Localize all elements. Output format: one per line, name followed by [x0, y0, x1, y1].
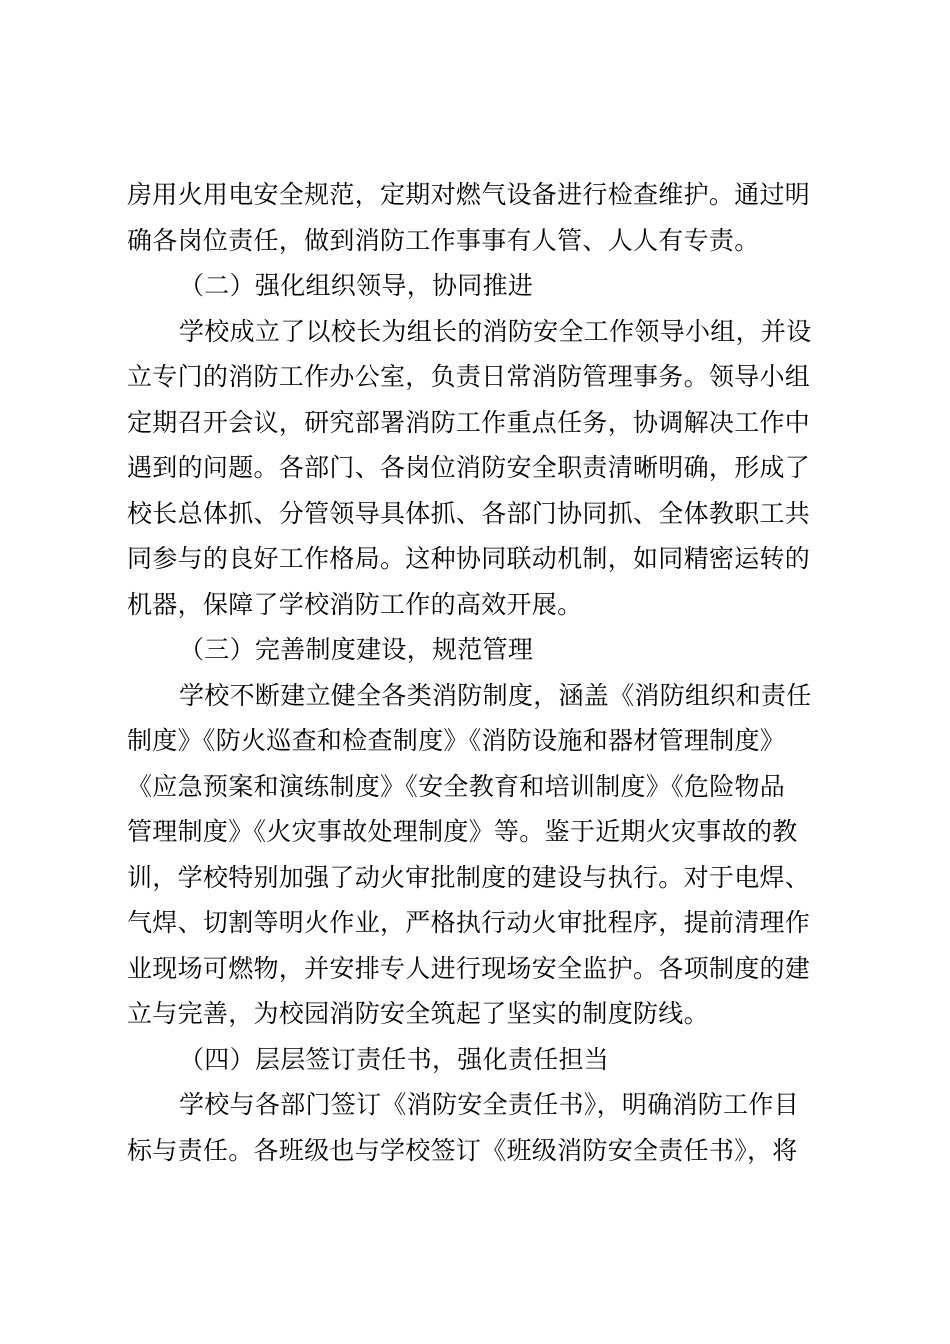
- text-line: 机器，保障了学校消防工作的高效开展。: [127, 589, 583, 619]
- text-line: 定期召开会议，研究部署消防工作重点任务，协调解决工作中: [127, 407, 811, 437]
- text-line: 管理制度》《火灾事故处理制度》等。鉴于近期火灾事故的教: [127, 817, 798, 846]
- text-line: 立专门的消防工作办公室，负责日常消防管理事务。领导小组: [127, 362, 811, 391]
- text-line: 气焊、切割等明火作业，严格执行动火审批程序，提前清理作: [127, 908, 811, 937]
- text-line: 《应急预案和演练制度》《安全教育和培训制度》《危险物品: [127, 771, 786, 801]
- section-heading: （三）完善制度建设，规范管理: [179, 635, 534, 664]
- text-line: 业现场可燃物，并安排专人进行现场安全监护。各项制度的建: [127, 953, 811, 983]
- text-line: 遇到的问题。各部门、各岗位消防安全职责清晰明确，形成了: [127, 453, 811, 482]
- text-line: 房用火用电安全规范，定期对燃气设备进行检查维护。通过明: [127, 180, 811, 209]
- section-heading: （四）层层签订责任书，强化责任担当: [179, 1044, 610, 1074]
- text-line: 制度》《防火巡查和检查制度》《消防设施和器材管理制度》: [127, 726, 786, 755]
- paragraph-start: 学校成立了以校长为组长的消防安全工作领导小组，并设: [179, 316, 812, 346]
- section-heading: （二）强化组织领导，协同推进: [179, 271, 534, 300]
- text-line: 校长总体抓、分管领导具体抓、各部门协同抓、全体教职工共: [127, 498, 811, 528]
- text-line: 确各岗位责任，做到消防工作事事有人管、人人有专责。: [127, 225, 760, 255]
- paragraph-start: 学校不断建立健全各类消防制度，涵盖《消防组织和责任: [179, 680, 812, 710]
- text-line: 立与完善，为校园消防安全筑起了坚实的制度防线。: [127, 999, 709, 1028]
- text-line: 标与责任。各班级也与学校签订《班级消防安全责任书》，将: [127, 1135, 798, 1165]
- text-line: 同参与的良好工作格局。这种协同联动机制，如同精密运转的: [127, 544, 811, 573]
- paragraph-start: 学校与各部门签订《消防安全责任书》，明确消防工作目: [179, 1090, 800, 1119]
- text-line: 训，学校特别加强了动火审批制度的建设与执行。对于电焊、: [127, 862, 811, 892]
- body-text: [127, 172, 832, 1173]
